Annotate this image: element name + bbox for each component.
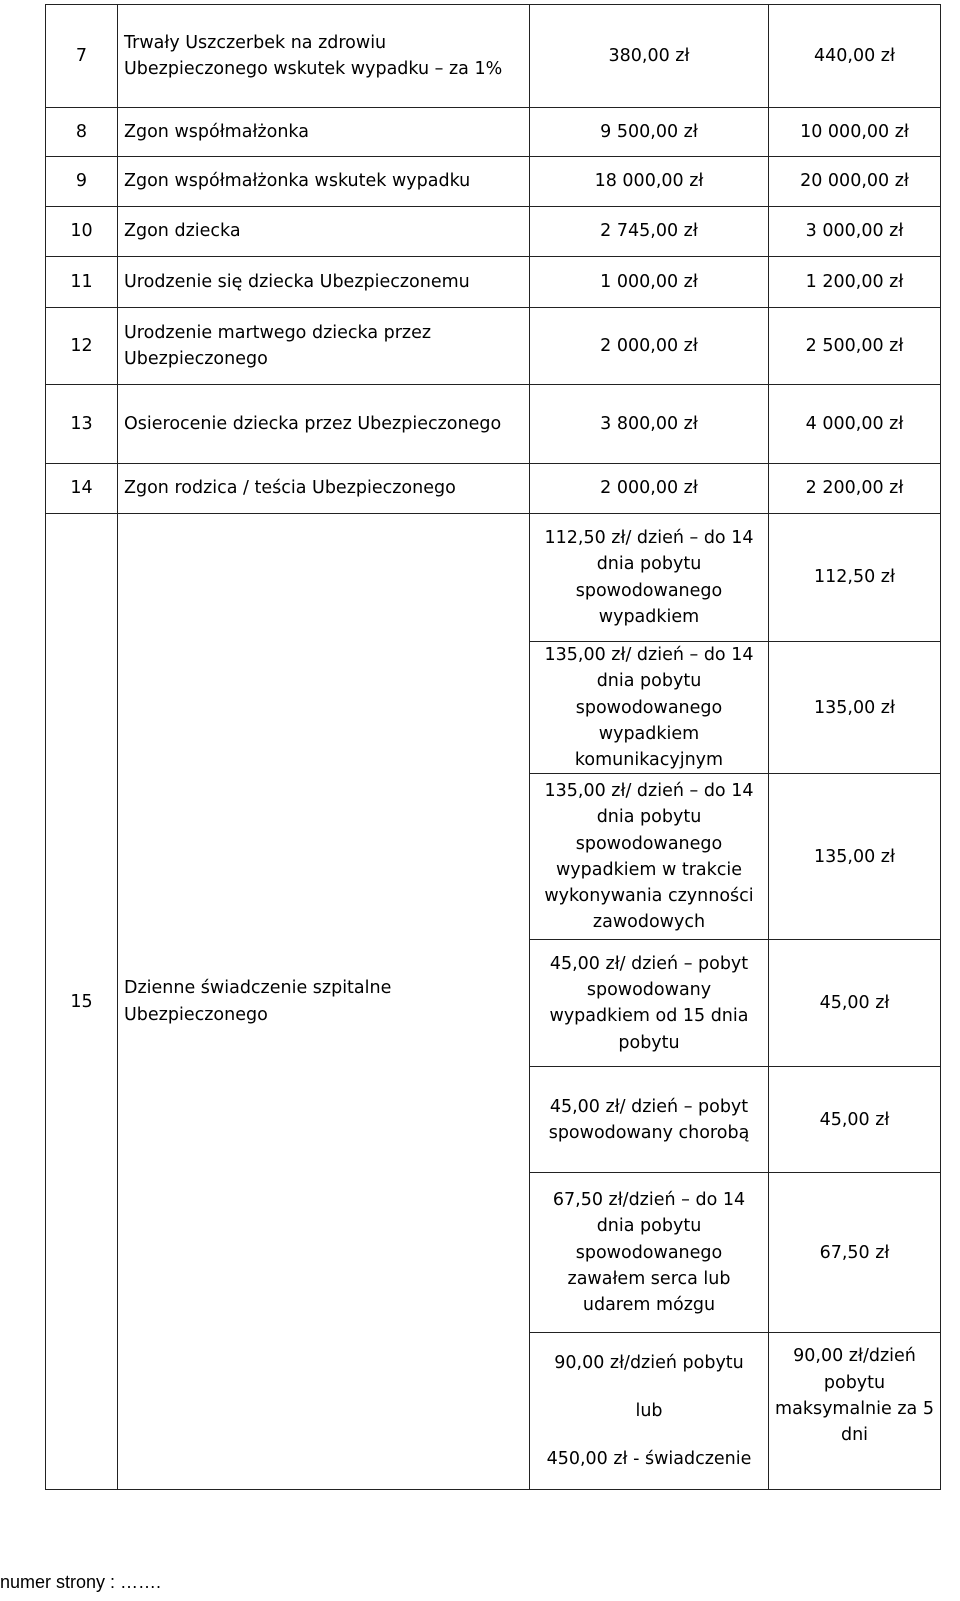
row-description: Osierocenie dziecka przez Ubezpieczonego — [118, 385, 530, 464]
table-row — [46, 514, 941, 642]
row-number: 12 — [46, 308, 118, 385]
row-description: Zgon dziecka — [118, 207, 530, 257]
amount-variant-a: 45,00 zł/ dzień – pobyt spowodowany chorobą — [530, 1067, 769, 1173]
amount-variant-a: 2 000,00 zł — [530, 464, 769, 514]
amount-variant-b: 4 000,00 zł — [769, 385, 941, 464]
table-row — [46, 308, 941, 385]
amount-variant-a: 2 000,00 zł — [530, 308, 769, 385]
row-number: 15 — [46, 514, 118, 1490]
amount-variant-a: 135,00 zł/ dzień – do 14 dnia pobytu spowodowanego wypadkiem w trakcie wykonywania czynności zawodowych — [530, 774, 769, 940]
amount-variant-b: 2 200,00 zł — [769, 464, 941, 514]
row-description: Zgon rodzica / teścia Ubezpieczonego — [118, 464, 530, 514]
row-number: 11 — [46, 257, 118, 308]
amount-variant-a: 18 000,00 zł — [530, 157, 769, 207]
row-description: Trwały Uszczerbek na zdrowiu Ubezpieczonego wskutek wypadku – za 1% — [118, 5, 530, 108]
amount-variant-a: 3 800,00 zł — [530, 385, 769, 464]
amount-variant-b: 67,50 zł — [769, 1173, 941, 1333]
amount-variant-a: 380,00 zł — [530, 5, 769, 108]
amount-variant-a: 1 000,00 zł — [530, 257, 769, 308]
amount-variant-b: 90,00 zł/dzień pobytu maksymalnie za 5 dni — [769, 1333, 941, 1490]
amount-variant-b: 3 000,00 zł — [769, 207, 941, 257]
row-number: 14 — [46, 464, 118, 514]
amount-variant-b: 112,50 zł — [769, 514, 941, 642]
amount-variant-a-multiline — [530, 1333, 769, 1490]
row-number: 7 — [46, 5, 118, 108]
amount-line-1: 90,00 zł/dzień pobytu — [554, 1352, 744, 1373]
table-row — [46, 385, 941, 464]
row-description: Zgon współmałżonka — [118, 108, 530, 157]
amount-variant-b: 45,00 zł — [769, 940, 941, 1067]
table-row — [46, 207, 941, 257]
row-number: 13 — [46, 385, 118, 464]
amount-variant-a: 67,50 zł/dzień – do 14 dnia pobytu spowodowanego zawałem serca lub udarem mózgu — [530, 1173, 769, 1333]
amount-variant-a: 112,50 zł/ dzień – do 14 dnia pobytu spowodowanego wypadkiem — [530, 514, 769, 642]
table-row — [46, 157, 941, 207]
amount-variant-b: 45,00 zł — [769, 1067, 941, 1173]
table-row — [46, 108, 941, 157]
amount-variant-b: 20 000,00 zł — [769, 157, 941, 207]
benefits-table — [45, 4, 941, 1490]
amount-variant-b: 1 200,00 zł — [769, 257, 941, 308]
row-description: Zgon współmałżonka wskutek wypadku — [118, 157, 530, 207]
row-description: Urodzenie się dziecka Ubezpieczonemu — [118, 257, 530, 308]
table-row — [46, 257, 941, 308]
amount-variant-a: 135,00 zł/ dzień – do 14 dnia pobytu spowodowanego wypadkiem komunikacyjnym — [530, 642, 769, 774]
table-row — [46, 464, 941, 514]
table-row — [46, 5, 941, 108]
row-number: 8 — [46, 108, 118, 157]
amount-variant-a: 2 745,00 zł — [530, 207, 769, 257]
row-description: Urodzenie martwego dziecka przez Ubezpieczonego — [118, 308, 530, 385]
amount-line-3: 450,00 zł - świadczenie — [546, 1449, 752, 1470]
amount-variant-a: 45,00 zł/ dzień – pobyt spowodowany wypadkiem od 15 dnia pobytu — [530, 940, 769, 1067]
amount-line-2: lub — [635, 1401, 663, 1422]
row-number: 9 — [46, 157, 118, 207]
page-number-label: numer strony : ……. — [0, 1572, 162, 1592]
amount-variant-b: 135,00 zł — [769, 642, 941, 774]
amount-variant-b: 2 500,00 zł — [769, 308, 941, 385]
amount-variant-b: 440,00 zł — [769, 5, 941, 108]
row-number: 10 — [46, 207, 118, 257]
row-description: Dzienne świadczenie szpitalne Ubezpieczonego — [118, 514, 530, 1490]
amount-variant-a: 9 500,00 zł — [530, 108, 769, 157]
amount-variant-b: 10 000,00 zł — [769, 108, 941, 157]
amount-variant-b: 135,00 zł — [769, 774, 941, 940]
